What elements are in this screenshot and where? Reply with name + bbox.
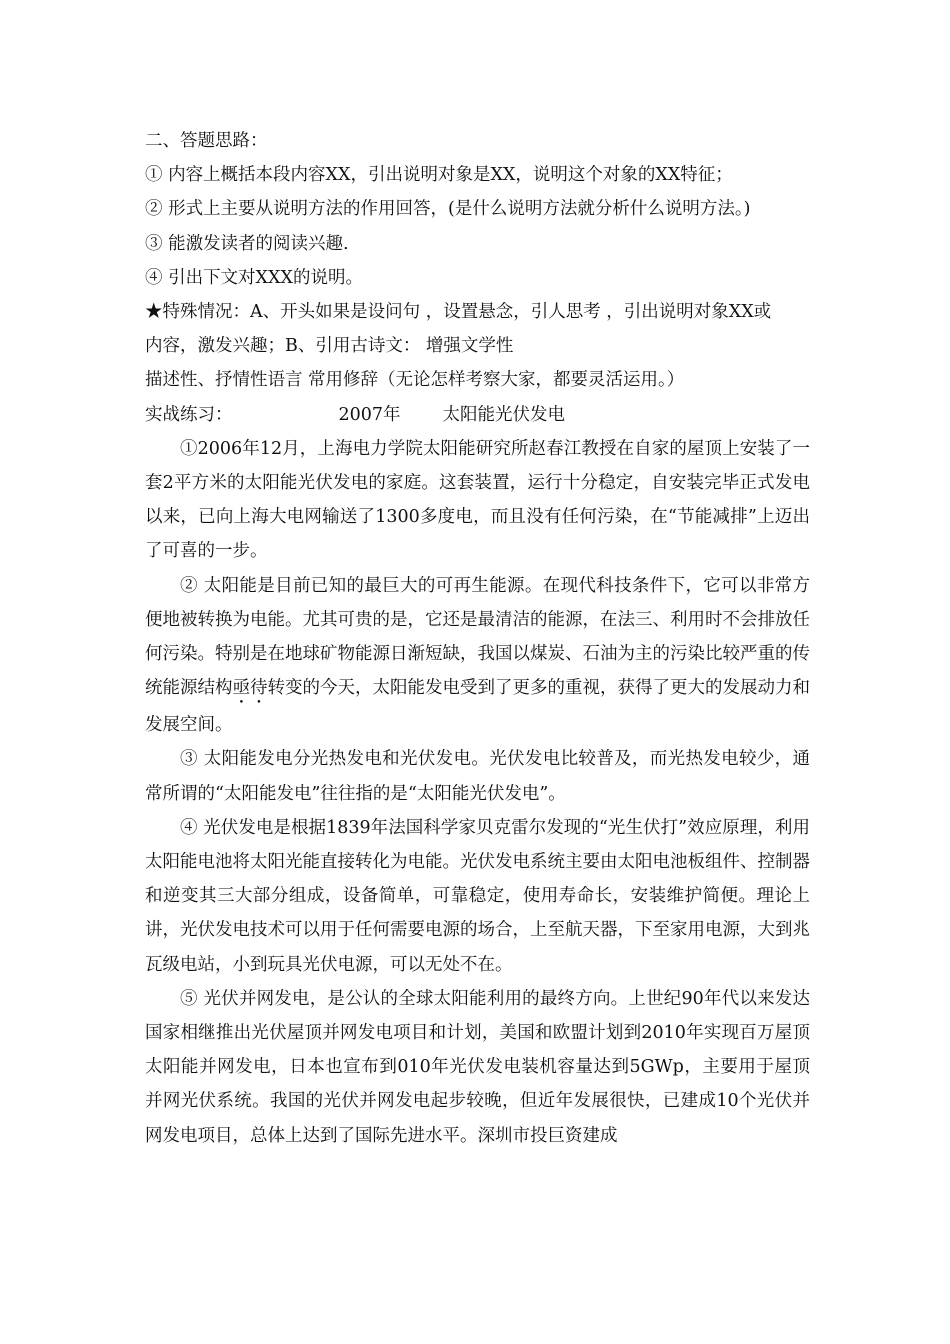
- document-page: [145, 124, 810, 1153]
- rhetoric-line: 描述性、抒情性语言 常用修辞（无论怎样考察大家，都要灵活运用。）: [145, 370, 685, 391]
- paragraph-2-emphasis: 亟待: [232, 678, 268, 699]
- point-1: ① 内容上概括本段内容XX，引出说明对象是XX，说明这个对象的XX特征；: [145, 165, 733, 186]
- paragraph-5: ⑤ 光伏并网发电，是公认的全球太阳能利用的最终方向。上世纪90年代以来发达国家相继推出光伏屋顶并网发电项目和计划，美国和欧盟计划到2010年实现百万屋顶太阳能并网发电，日本也宣布到010年光伏发电装机容量达到5GWp，主要用于屋顶并网光伏系统。我国的光伏并网发电起步较晚，但近年发展很快，已建成10个光伏并网发电项目，总体上达到了国际先进水平。深圳市投巨资建成: [145, 988, 810, 1146]
- paragraph-1: ①2006年12月，上海电力学院太阳能研究所赵春江教授在自家的屋顶上安装了一套2平方米的太阳能光伏发电的家庭。这套装置，运行十分稳定，自安装完毕正式发电以来，已向上海大电网输送了1300多度电，而且没有任何污染，在“节能减排”上迈出了可喜的一步。: [145, 438, 810, 562]
- practice-year: 2007年: [338, 404, 401, 425]
- point-4: ④ 引出下文对XXX的说明。: [145, 267, 363, 288]
- paragraph-2: [145, 569, 810, 743]
- special-case-line-2: 内容，激发兴趣；B、引用古诗文： 增强文学性: [145, 336, 514, 357]
- practice-header: [145, 398, 810, 432]
- point-2: ② 形式上主要从说明方法的作用回答，(是什么说明方法就分析什么说明方法。): [145, 199, 751, 220]
- practice-title: 太阳能光伏发电: [442, 404, 566, 425]
- paragraph-4: ④ 光伏发电是根据1839年法国科学家贝克雷尔发现的“光生伏打”效应原理，利用太阳能电池将太阳光能直接转化为电能。光伏发电系统主要由太阳电池板组件、控制器和逆变其三大部分组成，设备简单，可靠稳定，使用寿命长，安装维护简便。理论上讲，光伏发电技术可以用于任何需要电源的场合，上至航天器，下至家用电源，大到兆瓦级电站，小到玩具光伏电源，可以无处不在。: [145, 817, 810, 975]
- paragraph-3: ③ 太阳能发电分光热发电和光伏发电。光伏发电比较普及，而光热发电较少，通常所谓的“太阳能发电”往往指的是“太阳能光伏发电”。: [145, 749, 810, 804]
- section-heading: 二、答题思路：: [145, 131, 268, 151]
- paragraph-2-text-b: 转变的今天，太阳能发电受到了更多的重视，获得了更大的发展动力和发展空间。: [145, 678, 810, 736]
- special-case-line-1: ★特殊情况：A、开头如果是设问句 ，设置悬念，引人思考 ，引出说明对象XX或: [145, 302, 772, 323]
- point-3: ③ 能激发读者的阅读兴趣.: [145, 233, 349, 254]
- practice-label: 实战练习：: [145, 404, 233, 425]
- paragraph-2-text-a: ② 太阳能是目前已知的最巨大的可再生能源。在现代科技条件下，它可以非常方便地被转换为电能。尤其可贵的是，它还是最清洁的能源，在法三、利用时不会排放任何污染。特别是在地球矿物能源日渐短缺，我国以煤炭、石油为主的污染比较严重的传统能源结构: [145, 575, 810, 699]
